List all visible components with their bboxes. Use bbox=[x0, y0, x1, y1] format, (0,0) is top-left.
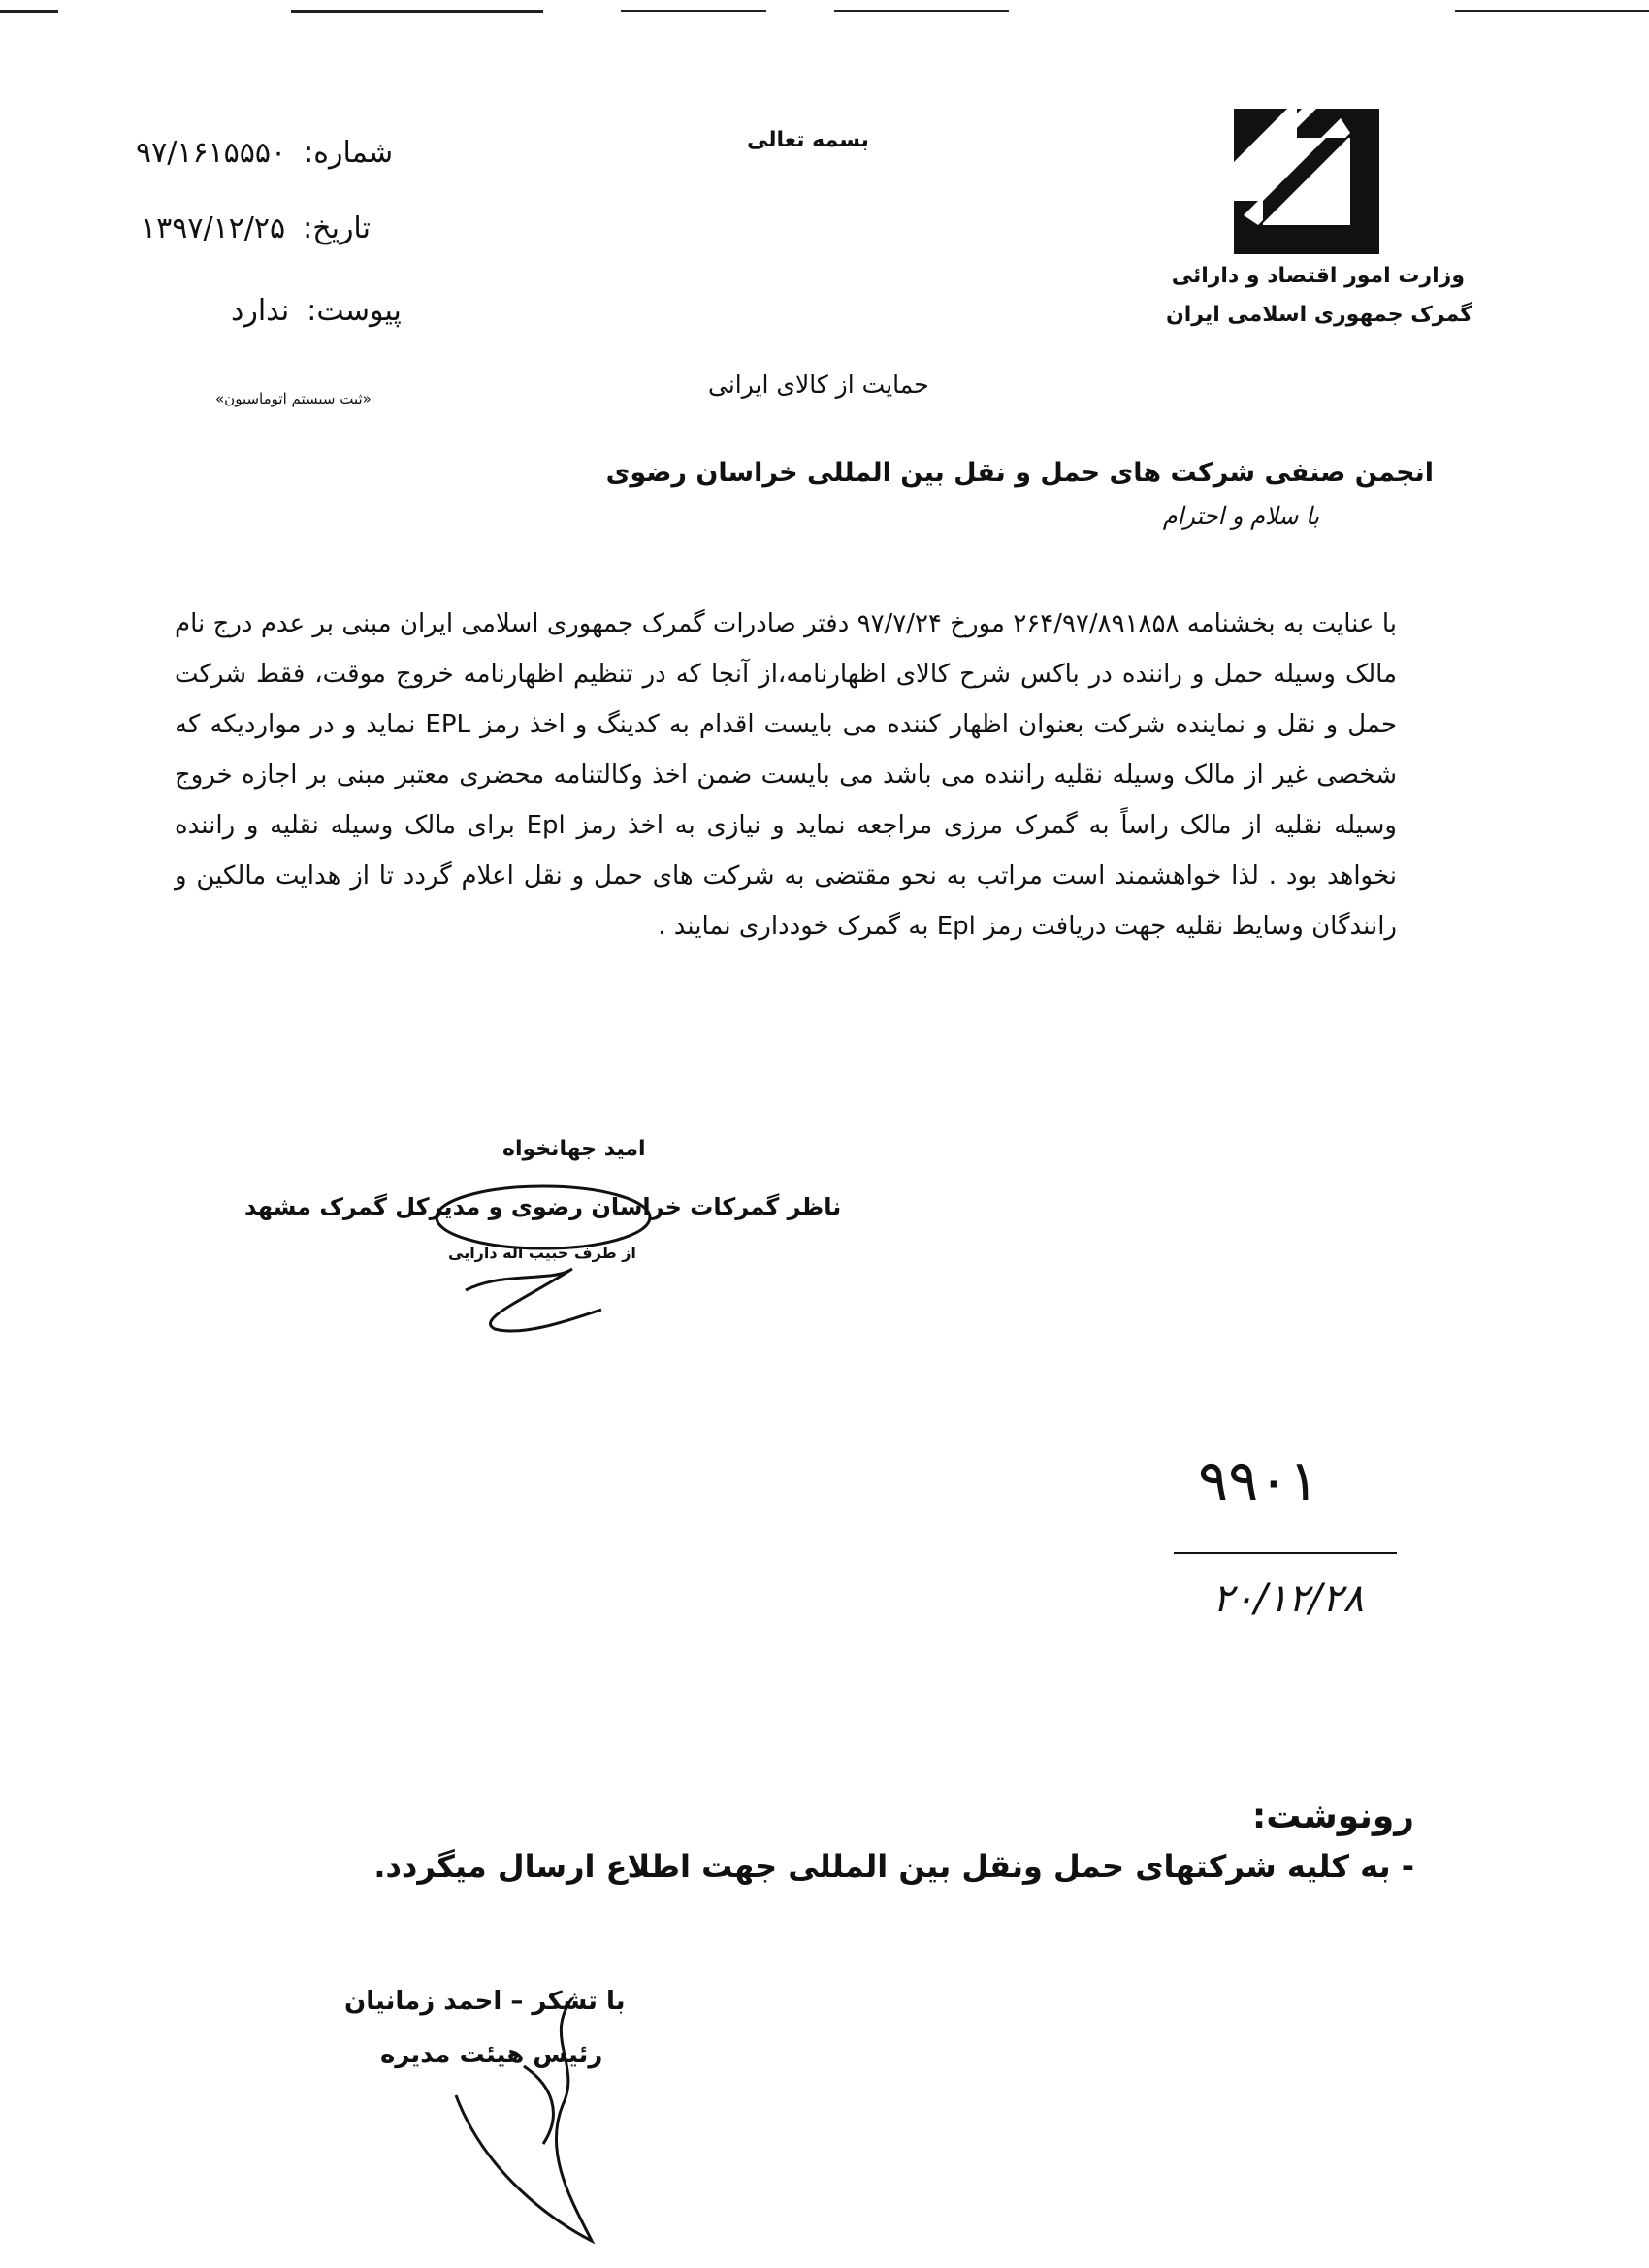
greeting: با سلام و احترام bbox=[1162, 502, 1319, 530]
closing-signature-icon bbox=[427, 1979, 621, 2260]
recipient-name: انجمن صنفی شرکت های حمل و نقل بین المللی خراسان رضوی bbox=[605, 458, 1434, 488]
number-label: شماره: bbox=[304, 136, 394, 170]
signature-scribble-icon bbox=[407, 1174, 660, 1339]
handwritten-number: ۹۹۰۱ bbox=[1198, 1447, 1319, 1513]
cc-line: - به کلیه شرکتهای حمل ونقل بین المللی جهت اطلاع ارسال میگردد. bbox=[373, 1848, 1414, 1885]
number-value: ۹۷/۱۶۱۵۵۵۰ bbox=[136, 136, 287, 170]
cc-label: رونوشت: bbox=[1251, 1797, 1414, 1836]
closing-signer: با تشکر – احمد زمانیان bbox=[344, 1987, 626, 2016]
slogan: حمایت از کالای ایرانی bbox=[708, 371, 929, 399]
customs-name: گمرک جمهوری اسلامی ایران bbox=[1165, 303, 1472, 327]
signer-name: امید جهانخواه bbox=[502, 1137, 646, 1161]
scan-edge-line bbox=[0, 10, 58, 13]
letter-body bbox=[175, 599, 1397, 952]
letter-number bbox=[136, 136, 393, 170]
letter-attachment bbox=[231, 294, 402, 328]
automation-note: «ثبت سیستم اتوماسیون» bbox=[215, 390, 372, 407]
scan-edge-line bbox=[621, 10, 766, 12]
note-divider bbox=[1174, 1552, 1397, 1554]
body-paragraph: با عنایت به بخشنامه ۲۶۴/۹۷/۸۹۱۸۵۸ مورخ ۹۷/۷/۲۴ دفتر صادرات گمرک جمهوری اسلامی ایران مبنی بر عدم درج نام مالک وسیله حمل و راننده در باکس شرح کالای اظهارنامه،از آنجا که در تنظیم اظهارنامه خروج موقت، فقط شرکت حمل و نقل و نماینده شرکت بعنوان اظهار کننده می بایست اقدام به کدینگ و اخذ رمز EPL نماید و در مواردیکه که شخصی غیر از مالک وسیله نقلیه راننده می باشد می بایست ضمن اخذ وکالتنامه محضری معتبر مبنی بر اجازه خروج وسیله نقلیه از مالک راساً به گمرک مرزی مراجعه نماید و نیازی به اخذ رمز Epl برای مالک وسیله نقلیه و راننده نخواهد بود . لذا خواهشمند است مراتب به نحو مقتضی به شرکت های حمل و نقل اعلام گردد تا از هدایت مالکین و رانندگان وسایط نقلیه جهت دریافت رمز Epl به گمرک خودداری نمایند . bbox=[175, 609, 1398, 941]
attachment-value: ندارد bbox=[231, 294, 290, 328]
letter-date bbox=[141, 211, 371, 245]
signer-on-behalf: از طرف حبیب اله دارایی bbox=[448, 1244, 636, 1262]
date-label: تاریخ: bbox=[303, 211, 371, 245]
bismillah: بسمه تعالی bbox=[747, 128, 869, 152]
ministry-name: وزارت امور اقتصاد و دارائی bbox=[1171, 264, 1465, 288]
handwritten-date: ۲۰/۱۲/۲۸ bbox=[1212, 1576, 1364, 1621]
date-value: ۱۳۹۷/۱۲/۲۵ bbox=[141, 211, 286, 245]
closing-title: رئیس هیئت مدیره bbox=[380, 2040, 603, 2069]
scan-edge-line bbox=[291, 10, 543, 13]
scan-edge-line bbox=[1455, 10, 1649, 12]
customs-logo-icon bbox=[1234, 109, 1379, 254]
scan-edge-line bbox=[834, 10, 1009, 12]
attachment-label: پیوست: bbox=[307, 294, 402, 328]
signer-title: ناظر گمرکات خراسان رضوی و مدیرکل گمرک مشهد bbox=[244, 1193, 842, 1220]
